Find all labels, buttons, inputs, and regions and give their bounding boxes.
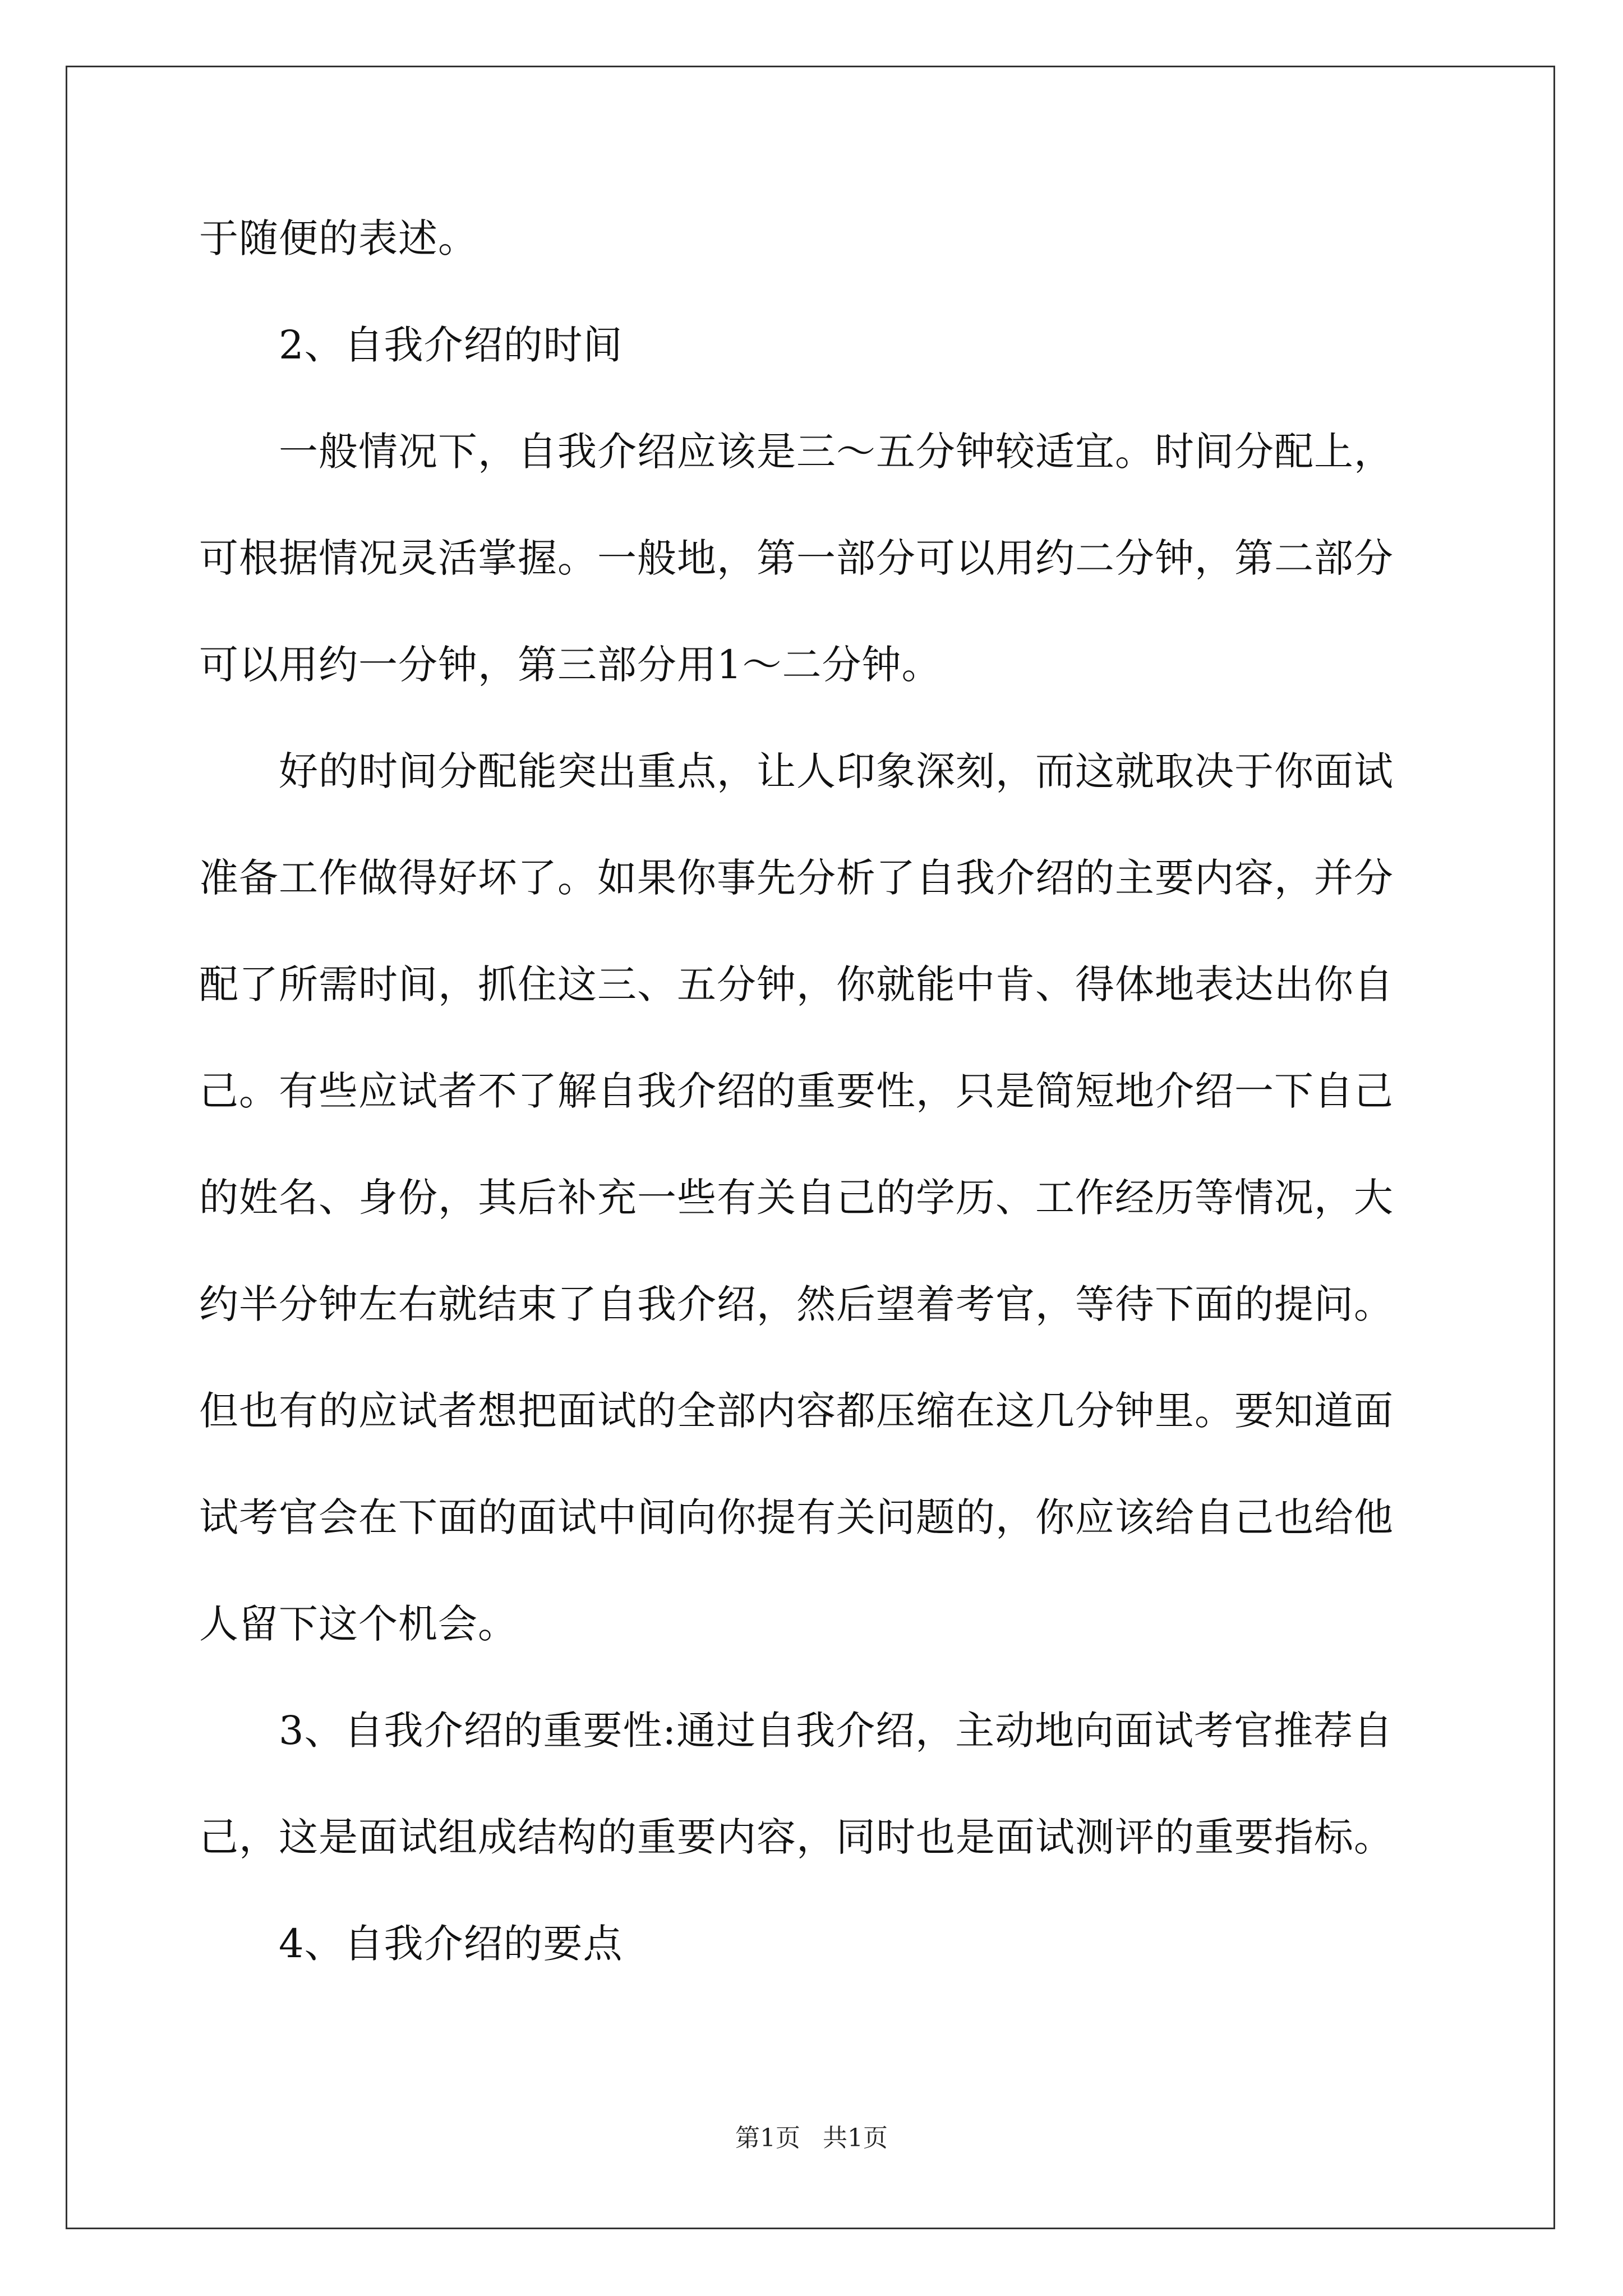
page-number: 第1页 [735, 2124, 800, 2152]
paragraph-importance: 3、自我介绍的重要性:通过自我介绍，主动地向面试考官推荐自己，这是面试组成结构的重要内容，同时也是面试测评的重要指标。 [199, 1708, 1394, 1860]
paragraph-continuation: 于随便的表述。 [199, 215, 478, 261]
section-heading-time: 2、自我介绍的时间 [279, 322, 623, 368]
paragraph-time-emphasis: 好的时间分配能突出重点，让人印象深刻，而这就取决于你面试准备工作做得好坏了。如果你事先分析了自我介绍的主要内容，并分配了所需时间，抓住这三、五分钟，你就能中肯、得体地表达出你自己。有些应试者不了解自我介绍的重要性，只是简短地介绍一下自己的姓名、身份，其后补充一些有关自己的学历、工作经历等情况，大约半分钟左右就结束了自我介绍，然后望着考官，等待下面的提问。但也有的应试者想把面试的全部内容都压缩在这几分钟里。要知道面试考官会在下面的面试中间向你提有关问题的，你应该给自己也给他人留下这个机会。 [199, 748, 1394, 1647]
page-footer [0, 2122, 1623, 2155]
section-heading-key-points: 4、自我介绍的要点 [279, 1921, 623, 1967]
page-total: 共1页 [823, 2124, 888, 2152]
document-body [199, 185, 1430, 1997]
paragraph-time-allocation: 一般情况下，自我介绍应该是三～五分钟较适宜。时间分配上，可根据情况灵活掌握。一般地，第一部分可以用约二分钟，第二部分可以用约一分钟，第三部分用1～二分钟。 [199, 429, 1394, 688]
